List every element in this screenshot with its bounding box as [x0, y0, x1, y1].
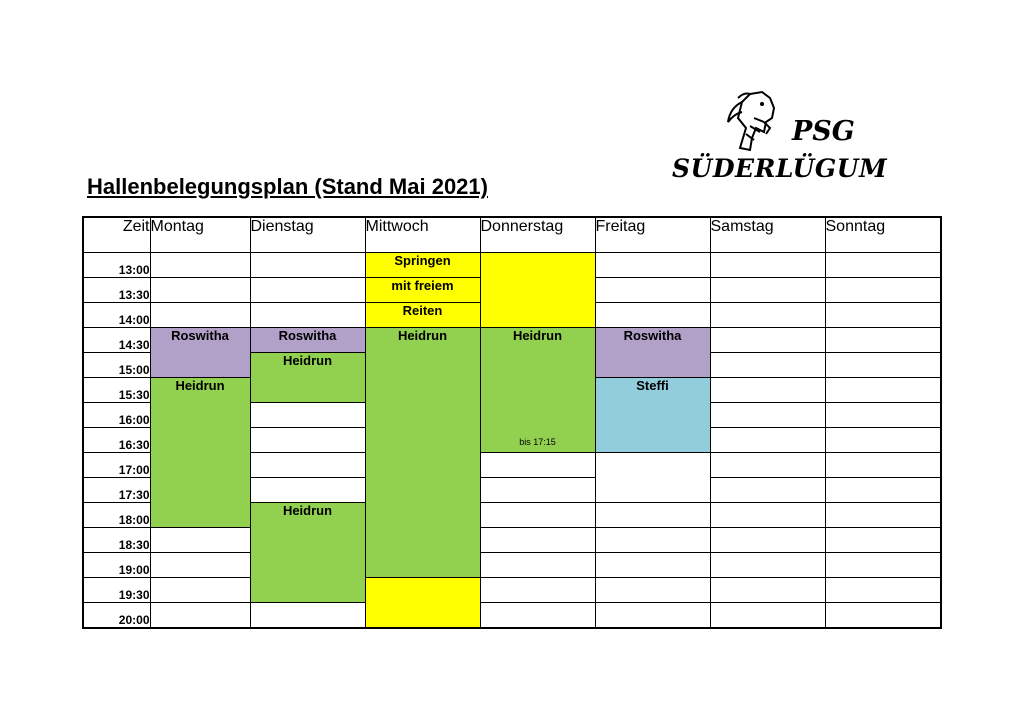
cell [825, 428, 941, 453]
cell [825, 603, 941, 629]
table-row [83, 578, 941, 603]
booking-dienstag-heidrun-1: Heidrun [250, 353, 365, 403]
cell [710, 328, 825, 353]
header-freitag: Freitag [595, 217, 710, 253]
cell [480, 503, 595, 528]
booking-springen-line1: Springen [365, 253, 480, 278]
header-zeit: Zeit [83, 217, 150, 253]
booking-donnerstag-yellow [480, 253, 595, 328]
logo-club-name: SÜDERLÜGUM [672, 154, 888, 183]
donnerstag-heidrun-label: Heidrun [512, 328, 563, 343]
booking-dienstag-heidrun-2: Heidrun [250, 503, 365, 603]
cell [150, 528, 250, 553]
cell [825, 303, 941, 328]
time-label: 18:00 [83, 503, 150, 528]
cell [250, 403, 365, 428]
booking-montag-roswitha: Roswitha [150, 328, 250, 378]
header-montag: Montag [150, 217, 250, 253]
cell [250, 253, 365, 278]
time-label: 13:30 [83, 278, 150, 303]
cell [710, 278, 825, 303]
cell [710, 303, 825, 328]
cell [250, 303, 365, 328]
cell [825, 553, 941, 578]
cell [150, 278, 250, 303]
booking-mittwoch-heidrun: Heidrun [365, 328, 480, 578]
cell [150, 553, 250, 578]
time-label: 19:00 [83, 553, 150, 578]
cell [595, 303, 710, 328]
cell [825, 328, 941, 353]
cell [250, 478, 365, 503]
cell [710, 503, 825, 528]
cell [480, 478, 595, 503]
cell [595, 528, 710, 553]
cell [595, 278, 710, 303]
cell [480, 603, 595, 629]
cell [710, 553, 825, 578]
time-label: 20:00 [83, 603, 150, 629]
cell [150, 603, 250, 629]
time-label: 17:30 [83, 478, 150, 503]
cell [250, 603, 365, 629]
time-label: 14:00 [83, 303, 150, 328]
logo-psg: PSG [792, 116, 855, 147]
cell [825, 403, 941, 428]
time-label: 15:00 [83, 353, 150, 378]
horse-head-icon [720, 88, 790, 158]
donnerstag-note: bis 17:15 [519, 437, 556, 447]
cell [150, 253, 250, 278]
booking-freitag-roswitha: Roswitha [595, 328, 710, 378]
cell [710, 378, 825, 403]
booking-springen-line2: mit freiem [365, 278, 480, 303]
cell [825, 378, 941, 403]
header-dienstag: Dienstag [250, 217, 365, 253]
cell [710, 403, 825, 428]
booking-springen-line3: Reiten [365, 303, 480, 328]
cell [825, 453, 941, 478]
cell [595, 253, 710, 278]
time-label: 18:30 [83, 528, 150, 553]
booking-freitag-steffi: Steffi [595, 378, 710, 453]
cell [710, 453, 825, 478]
cell [825, 253, 941, 278]
cell [825, 528, 941, 553]
time-label: 16:00 [83, 403, 150, 428]
cell [710, 353, 825, 378]
table-row [83, 603, 941, 629]
club-logo [670, 88, 920, 188]
cell [710, 603, 825, 629]
booking-mittwoch-yellow [365, 578, 480, 629]
page-title: Hallenbelegungsplan (Stand Mai 2021) [87, 174, 488, 199]
cell [480, 453, 595, 478]
table-row [83, 328, 941, 353]
time-label: 14:30 [83, 328, 150, 353]
booking-donnerstag-heidrun [480, 328, 595, 453]
booking-dienstag-roswitha: Roswitha [250, 328, 365, 353]
cell [150, 578, 250, 603]
cell [250, 428, 365, 453]
cell [595, 503, 710, 528]
cell [825, 578, 941, 603]
cell [710, 253, 825, 278]
header-row [83, 217, 941, 253]
cell [250, 278, 365, 303]
schedule-table [82, 216, 942, 629]
cell [480, 528, 595, 553]
cell [710, 578, 825, 603]
cell [150, 303, 250, 328]
table-row [83, 253, 941, 278]
cell [825, 503, 941, 528]
header-donnerstag: Donnerstag [480, 217, 595, 253]
table-row [83, 528, 941, 553]
time-label: 19:30 [83, 578, 150, 603]
cell [250, 453, 365, 478]
time-label: 16:30 [83, 428, 150, 453]
cell [595, 603, 710, 629]
time-label: 13:00 [83, 253, 150, 278]
time-label: 17:00 [83, 453, 150, 478]
header-sonntag: Sonntag [825, 217, 941, 253]
cell [825, 353, 941, 378]
cell [480, 578, 595, 603]
cell [595, 578, 710, 603]
cell [710, 428, 825, 453]
cell [710, 528, 825, 553]
time-label: 15:30 [83, 378, 150, 403]
cell [595, 553, 710, 578]
header-mittwoch: Mittwoch [365, 217, 480, 253]
cell [480, 553, 595, 578]
cell [825, 478, 941, 503]
cell [595, 453, 710, 503]
booking-montag-heidrun: Heidrun [150, 378, 250, 528]
table-row [83, 553, 941, 578]
cell [710, 478, 825, 503]
header-samstag: Samstag [710, 217, 825, 253]
cell [825, 278, 941, 303]
